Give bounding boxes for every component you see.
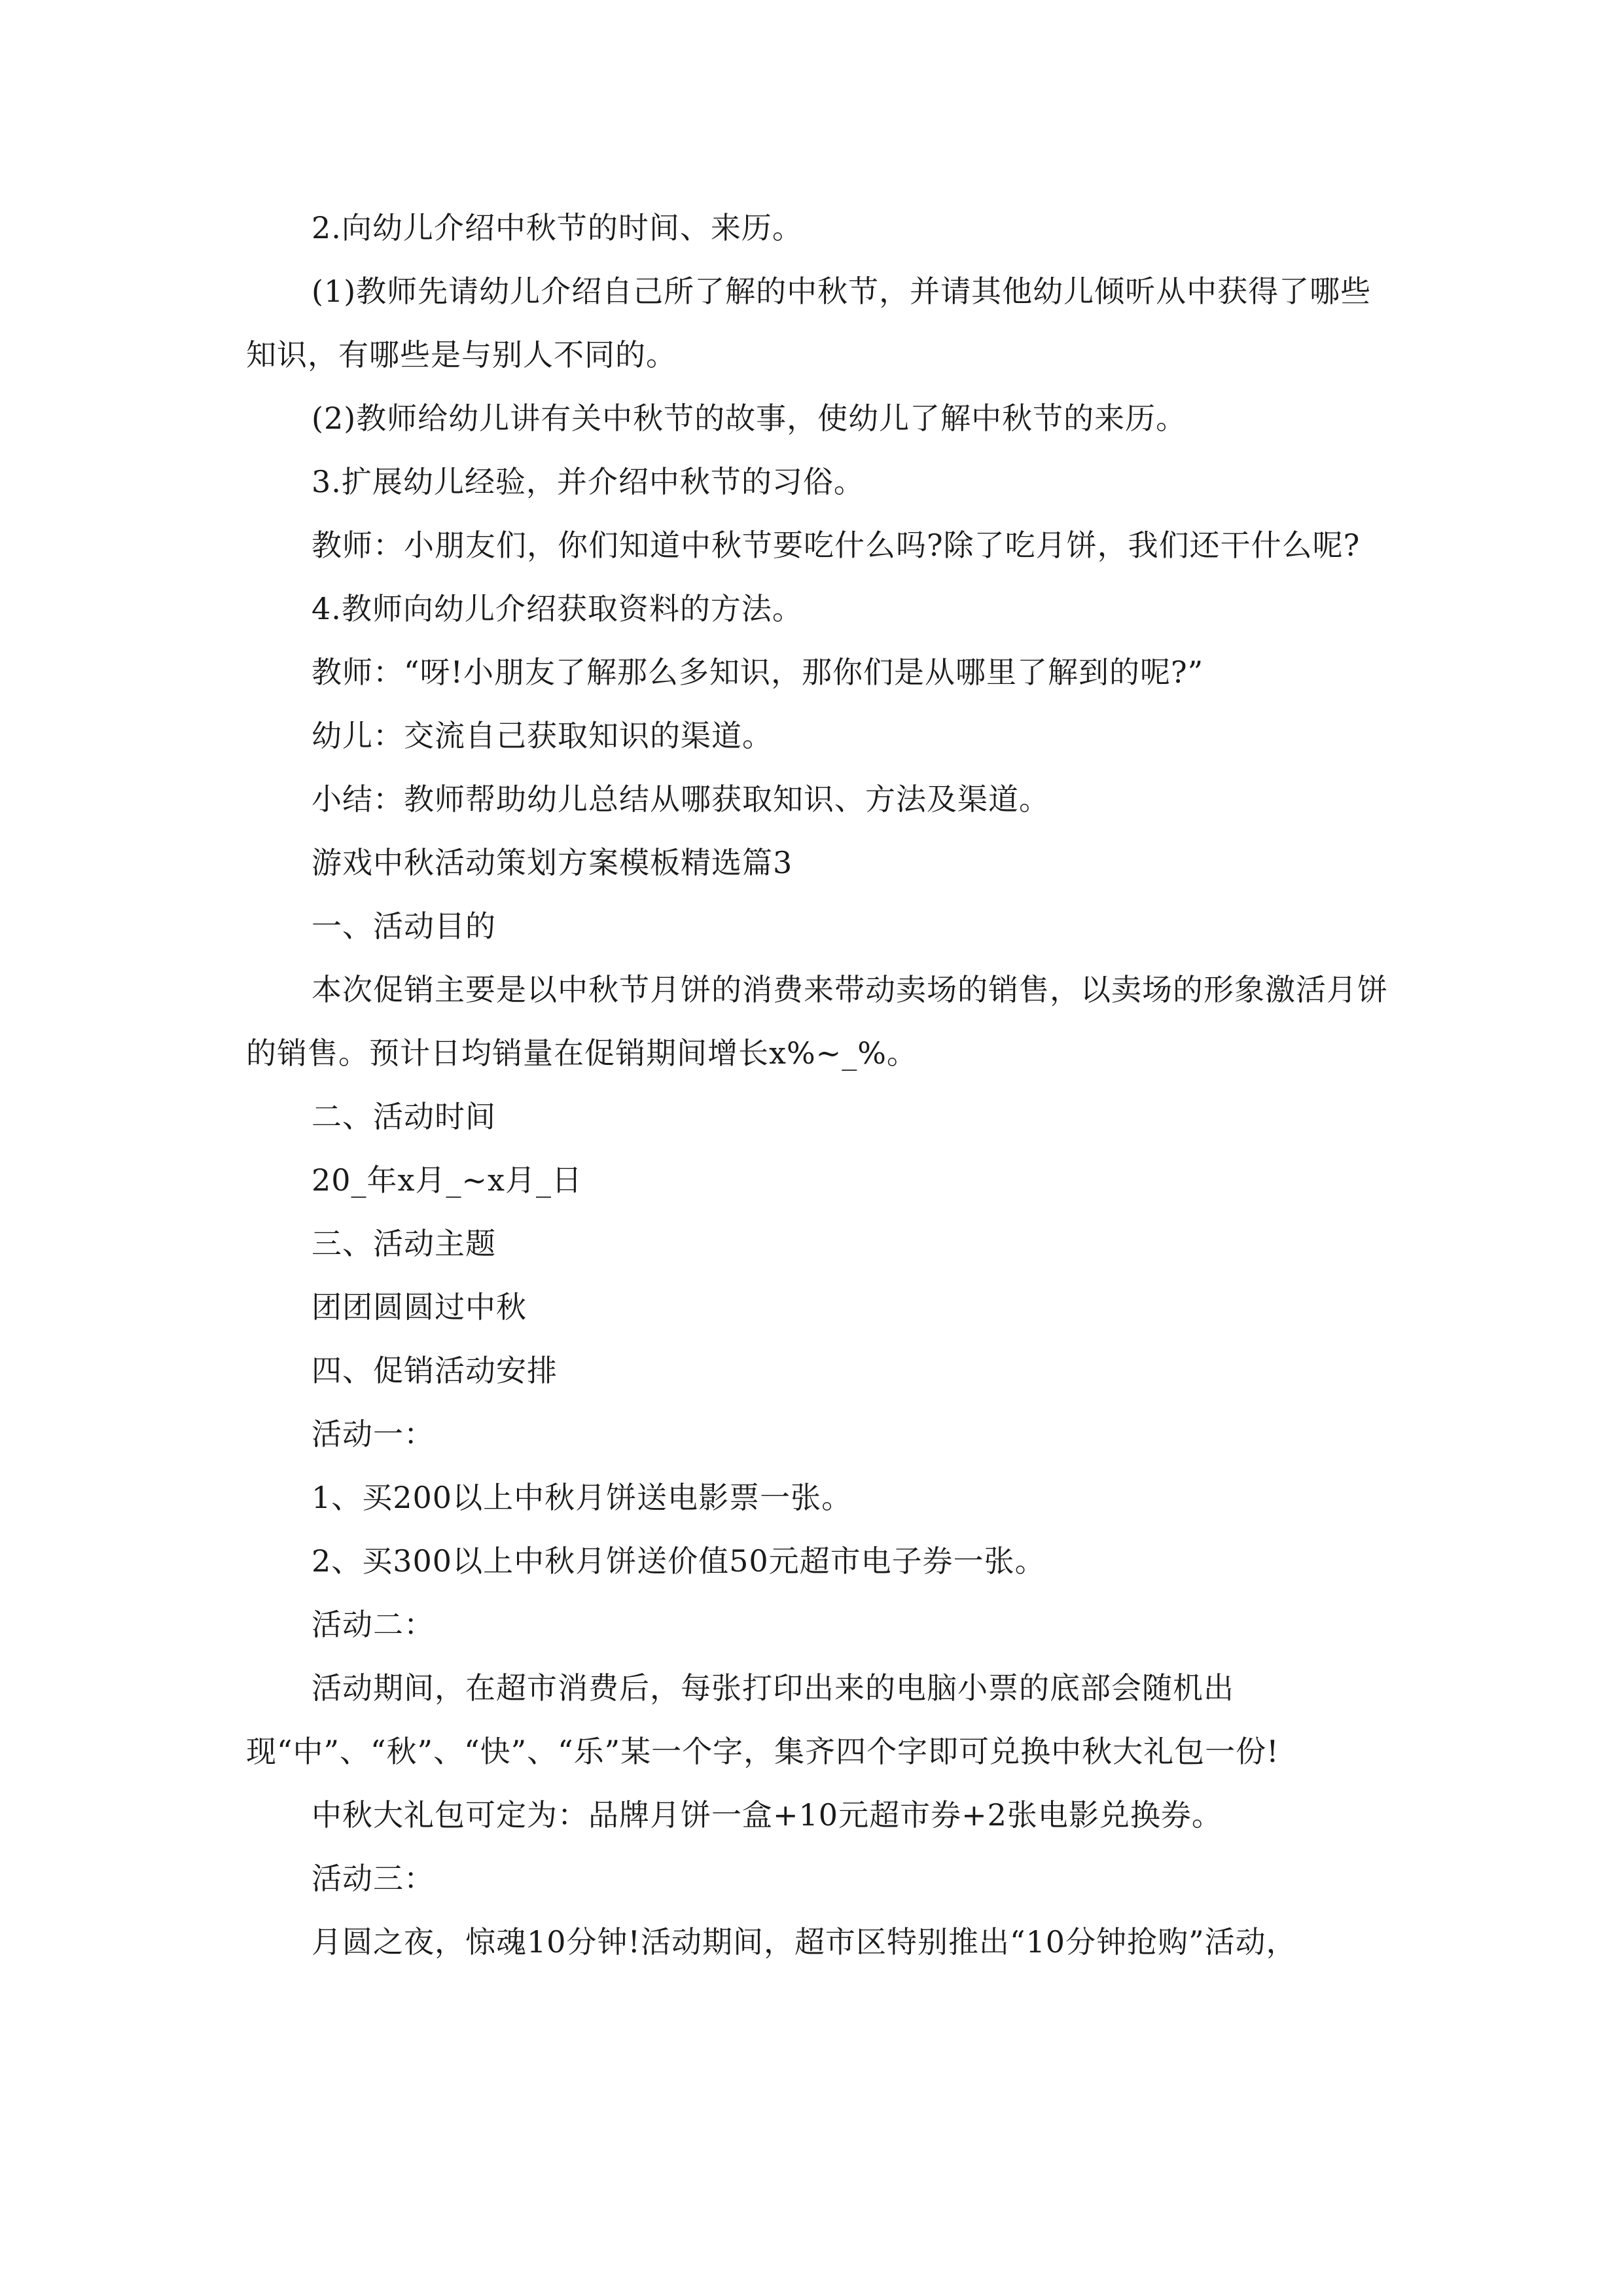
paragraph: (1)教师先请幼儿介绍自己所了解的中秋节，并请其他幼儿倾听从中获得了哪些知识，有哪些是与别人不同的。 [246, 274, 1372, 372]
section-heading: 二、活动时间 [312, 1099, 496, 1134]
section-title: 游戏中秋活动策划方案模板精选篇3 [312, 845, 793, 880]
paragraph: 幼儿：交流自己获取知识的渠道。 [312, 718, 773, 753]
paragraph: 教师：“呀!小朋友了解那么多知识，那你们是从哪里了解到的呢?” [312, 655, 1204, 690]
paragraph: 3.扩展幼儿经验，并介绍中秋节的习俗。 [312, 464, 865, 499]
subheading: 活动三： [312, 1861, 435, 1896]
section-heading: 三、活动主题 [312, 1226, 496, 1261]
paragraph: 中秋大礼包可定为：品牌月饼一盒+10元超市券+2张电影兑换券。 [312, 1797, 1222, 1833]
section-heading: 四、促销活动安排 [312, 1353, 558, 1388]
list-item: 1、买200以上中秋月饼送电影票一张。 [312, 1480, 853, 1515]
paragraph: 20_年x月_~x月_日 [312, 1162, 582, 1198]
paragraph: (2)教师给幼儿讲有关中秋节的故事，使幼儿了解中秋节的来历。 [312, 401, 1187, 436]
document-body [246, 196, 1398, 1974]
paragraph: 教师：小朋友们，你们知道中秋节要吃什么吗?除了吃月饼，我们还干什么呢? [312, 528, 1361, 563]
paragraph: 团团圆圆过中秋 [312, 1289, 527, 1325]
paragraph: 本次促销主要是以中秋节月饼的消费来带动卖场的销售，以卖场的形象激活月饼的销售。预计日均销量在促销期间增长x%~_%。 [246, 972, 1388, 1071]
paragraph: 2.向幼儿介绍中秋节的时间、来历。 [312, 210, 803, 245]
paragraph: 活动期间，在超市消费后，每张打印出来的电脑小票的底部会随机出现“中”、“秋”、“快”、“乐”某一个字，集齐四个字即可兑换中秋大礼包一份! [246, 1670, 1279, 1769]
section-heading: 一、活动目的 [312, 908, 496, 944]
subheading: 活动二： [312, 1607, 435, 1642]
paragraph: 小结：教师帮助幼儿总结从哪获取知识、方法及渠道。 [312, 781, 1050, 817]
paragraph: 月圆之夜，惊魂10分钟!活动期间，超市区特别推出“10分钟抢购”活动， [312, 1924, 1297, 1960]
paragraph: 4.教师向幼儿介绍获取资料的方法。 [312, 591, 803, 626]
list-item: 2、买300以上中秋月饼送价值50元超市电子券一张。 [312, 1543, 1046, 1579]
subheading: 活动一： [312, 1416, 435, 1452]
